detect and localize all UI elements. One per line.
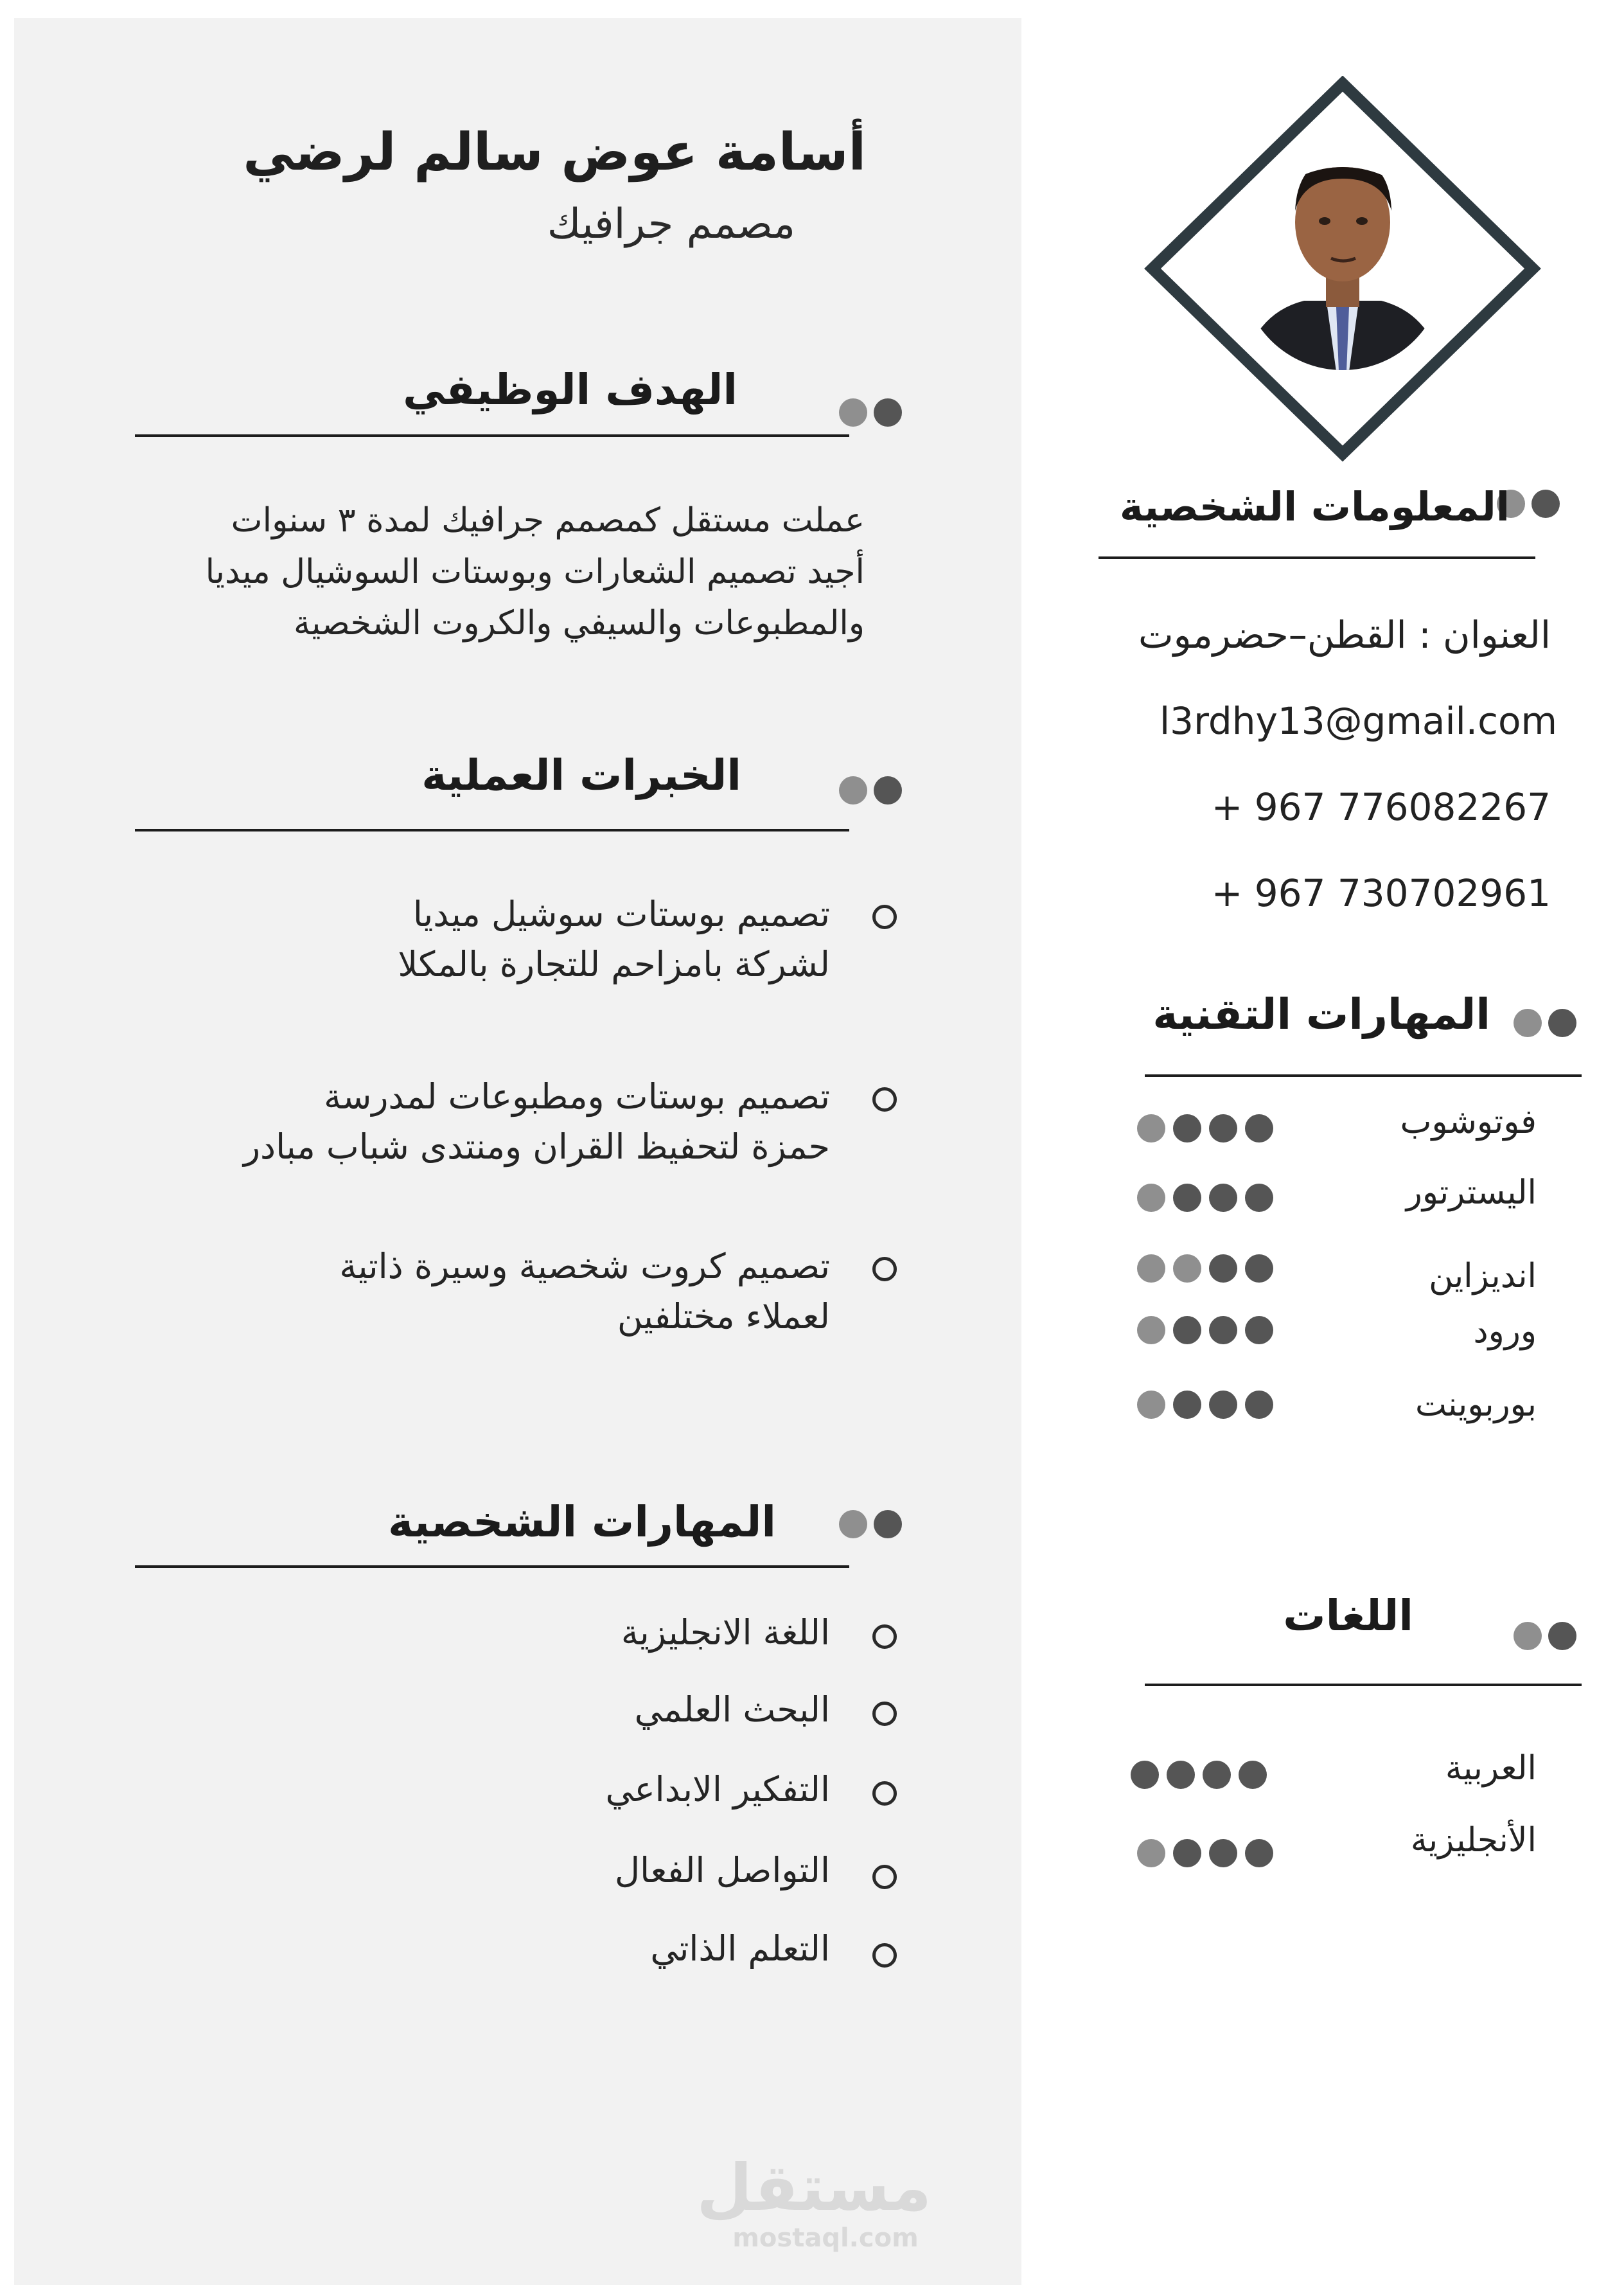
phone-number[interactable]: + 967 776082267 bbox=[1211, 785, 1551, 829]
level-dot bbox=[1167, 1761, 1195, 1789]
level-dot bbox=[1137, 1391, 1165, 1419]
tech-skill-label: فوتوشوب bbox=[1400, 1103, 1537, 1141]
skill-level-meter bbox=[1137, 1184, 1285, 1212]
language-label: الأنجليزية bbox=[1410, 1821, 1537, 1860]
bullet-circle-icon bbox=[872, 1865, 897, 1889]
experience-item bbox=[123, 1072, 830, 1172]
level-dot bbox=[1209, 1391, 1237, 1419]
level-dot bbox=[1137, 1184, 1165, 1212]
personal-skill-item: البحث العلمي bbox=[634, 1689, 830, 1730]
address-text: العنوان : القطن–حضرموت bbox=[1138, 613, 1551, 657]
languages-divider bbox=[1145, 1684, 1582, 1686]
objective-text bbox=[30, 495, 865, 649]
skill-level-meter bbox=[1137, 1391, 1285, 1419]
experience-item-line: حمزة لتحفيظ القران ومنتدى شباب مبادر bbox=[243, 1126, 830, 1167]
tech-skill-label: ورود bbox=[1473, 1312, 1537, 1351]
languages-heading: اللغات bbox=[1283, 1591, 1413, 1640]
objective-line: عملت مستقل كمصمم جرافيك لمدة ٣ سنوات bbox=[231, 501, 865, 540]
level-dot bbox=[1245, 1391, 1273, 1419]
level-dot bbox=[1245, 1184, 1273, 1212]
level-dot bbox=[1173, 1184, 1201, 1212]
objective-divider bbox=[135, 434, 849, 437]
level-dot bbox=[1137, 1839, 1165, 1867]
language-level-meter bbox=[1137, 1839, 1285, 1867]
experience-item-line: لشركة بامزاحم للتجارة بالمكلا bbox=[398, 944, 830, 984]
level-dot bbox=[1137, 1114, 1165, 1142]
experience-item-line: تصميم بوستات ومطبوعات لمدرسة bbox=[324, 1076, 830, 1117]
experience-dots-icon bbox=[839, 776, 903, 806]
objective-line: أجيد تصميم الشعارات وبوستات السوشيال ميديا bbox=[205, 553, 865, 591]
objective-line: والمطبوعات والسيفي والكروت الشخصية bbox=[293, 604, 865, 643]
personal-skills-dots-icon bbox=[839, 1510, 903, 1540]
objective-heading: الهدف الوظيفي bbox=[403, 365, 737, 414]
level-dot bbox=[1137, 1316, 1165, 1344]
level-dot bbox=[1131, 1761, 1159, 1789]
level-dot bbox=[1173, 1254, 1201, 1283]
mostaql-watermark bbox=[696, 2150, 931, 2253]
level-dot bbox=[1245, 1114, 1273, 1142]
experience-item bbox=[123, 1241, 830, 1342]
level-dot bbox=[1209, 1254, 1237, 1283]
bullet-circle-icon bbox=[872, 1943, 897, 1968]
level-dot bbox=[1245, 1839, 1273, 1867]
email-link[interactable]: l3rdhy13@gmail.com bbox=[1160, 699, 1557, 743]
personal-skill-item: التواصل الفعال bbox=[614, 1850, 830, 1890]
level-dot bbox=[1173, 1391, 1201, 1419]
level-dot bbox=[1203, 1761, 1231, 1789]
personal-skill-item: التعلم الذاتي bbox=[650, 1928, 830, 1969]
skill-level-meter bbox=[1137, 1316, 1285, 1344]
language-level-meter bbox=[1131, 1761, 1278, 1789]
bullet-circle-icon bbox=[872, 1257, 897, 1281]
level-dot bbox=[1173, 1839, 1201, 1867]
personal-info-divider bbox=[1099, 556, 1535, 559]
level-dot bbox=[1209, 1184, 1237, 1212]
level-dot bbox=[1173, 1316, 1201, 1344]
tech-skills-dots-icon bbox=[1514, 1009, 1578, 1038]
language-label: العربية bbox=[1445, 1749, 1537, 1788]
tech-skills-heading: المهارات التقنية bbox=[1152, 990, 1490, 1039]
skill-level-meter bbox=[1137, 1114, 1285, 1142]
experience-item-line: تصميم بوستات سوشيل ميديا bbox=[412, 894, 830, 934]
level-dot bbox=[1245, 1316, 1273, 1344]
experience-divider bbox=[135, 829, 849, 831]
level-dot bbox=[1209, 1316, 1237, 1344]
tech-skills-divider bbox=[1145, 1074, 1582, 1077]
level-dot bbox=[1209, 1839, 1237, 1867]
bullet-circle-icon bbox=[872, 1624, 897, 1649]
tech-skill-label: انديزاين bbox=[1429, 1257, 1537, 1295]
experience-item-line: لعملاء مختلفين bbox=[617, 1296, 830, 1337]
languages-dots-icon bbox=[1514, 1622, 1578, 1651]
person-name: أسامة عوض سالم لرضي bbox=[243, 122, 866, 182]
bullet-circle-icon bbox=[872, 905, 897, 929]
level-dot bbox=[1173, 1114, 1201, 1142]
level-dot bbox=[1245, 1254, 1273, 1283]
bullet-circle-icon bbox=[872, 1781, 897, 1806]
tech-skill-label: اليسترتور bbox=[1406, 1173, 1537, 1212]
bullet-circle-icon bbox=[872, 1702, 897, 1726]
objective-dots-icon bbox=[839, 398, 903, 428]
experience-item-line: تصميم كروت شخصية وسيرة ذاتية bbox=[339, 1246, 830, 1286]
personal-skill-item: التفكير الابداعي bbox=[605, 1769, 830, 1809]
profile-photo-frame bbox=[1143, 76, 1542, 474]
experience-heading: الخبرات العملية bbox=[421, 751, 741, 800]
job-title: مصمم جرافيك bbox=[547, 200, 795, 248]
phone-number[interactable]: + 967 730702961 bbox=[1211, 871, 1551, 915]
skill-level-meter bbox=[1137, 1254, 1285, 1283]
level-dot bbox=[1209, 1114, 1237, 1142]
watermark-logo: مستقل bbox=[696, 2150, 931, 2225]
personal-info-heading: المعلومات الشخصية bbox=[1119, 483, 1510, 530]
tech-skill-label: بوربوينت bbox=[1415, 1385, 1537, 1424]
level-dot bbox=[1239, 1761, 1267, 1789]
personal-skill-item: اللغة الانجليزية bbox=[621, 1612, 830, 1653]
personal-skills-divider bbox=[135, 1565, 849, 1568]
bullet-circle-icon bbox=[872, 1087, 897, 1112]
personal-skills-heading: المهارات الشخصية bbox=[387, 1497, 776, 1547]
level-dot bbox=[1137, 1254, 1165, 1283]
experience-item bbox=[123, 889, 830, 990]
watermark-domain: mostaql.com bbox=[732, 2223, 919, 2253]
